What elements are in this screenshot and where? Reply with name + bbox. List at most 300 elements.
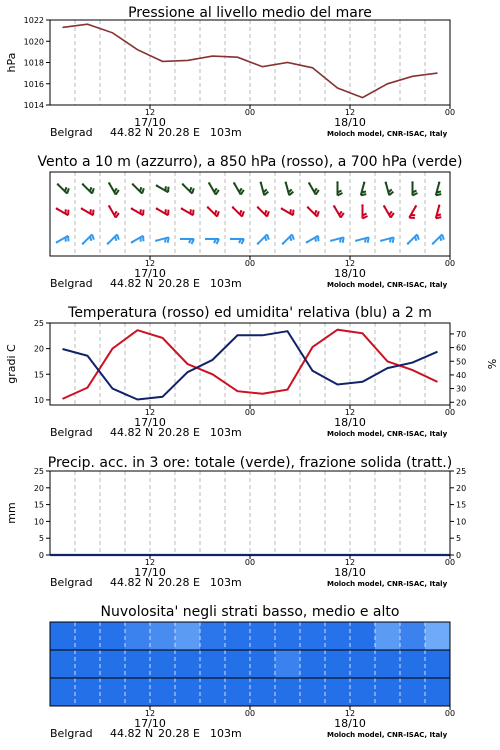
wind-barb-tip — [438, 182, 440, 184]
cloud-cell — [225, 622, 251, 650]
y-axis-label: hPa — [5, 52, 18, 73]
wind-barb — [436, 182, 441, 196]
wind-barb-feather — [190, 187, 191, 191]
location-alt: 103m — [210, 576, 242, 589]
wind-barb-shaft — [261, 183, 264, 196]
cloud-cell — [100, 650, 126, 678]
cloud-cell — [375, 678, 401, 706]
wind-barb-feather — [117, 234, 119, 239]
wind-barb-tip — [182, 183, 184, 185]
wind-barb-feather — [415, 237, 416, 241]
wind-barb-shaft — [286, 183, 289, 196]
y-tick-label: 10 — [33, 395, 44, 405]
wind-barb-feather — [265, 210, 266, 214]
cloud-cell — [350, 622, 376, 650]
cloud-cell — [200, 622, 226, 650]
cloud-cell — [275, 650, 301, 678]
x-tick-label: 00 — [444, 108, 456, 117]
wind-barb — [155, 237, 169, 242]
location-name: Belgrad — [50, 727, 93, 740]
x-date-label: 18/10 — [334, 416, 366, 429]
y-tick-label: 50 — [456, 357, 467, 367]
wind-barb-tip — [131, 241, 133, 243]
wind-barb — [333, 205, 344, 217]
cloud-cell — [375, 650, 401, 678]
x-tick-label: 00 — [444, 558, 456, 567]
cloud-cell — [75, 678, 101, 706]
y-tick-label: 15 — [33, 370, 44, 380]
model-credit: Moloch model, CNR-ISAC, Italy — [327, 580, 448, 588]
wind-barb-feather — [65, 187, 66, 191]
location-lat: 44.82 N — [110, 126, 154, 139]
wind-barb-tip — [131, 208, 133, 210]
x-tick-label: 12 — [144, 259, 156, 268]
y-tick-label: 40 — [456, 370, 467, 380]
y-tick-label: 15 — [456, 500, 467, 510]
wind-barb-tip — [156, 185, 158, 187]
chart-title: Precip. acc. in 3 ore: totale (verde), frazione solida (tratt.) — [47, 455, 453, 471]
cloud-cell — [350, 678, 376, 706]
wind-barb-feather — [92, 234, 94, 239]
wind-barb-feather — [368, 237, 369, 242]
wind-barb — [285, 182, 294, 196]
wind-barb — [436, 205, 441, 219]
wind-barb — [361, 204, 367, 218]
wind-barb — [82, 183, 94, 193]
wind-barb-feather — [361, 194, 366, 195]
y-tick-label: 1016 — [23, 79, 44, 89]
wind-barb-feather — [442, 234, 444, 239]
wind-barb-tip — [308, 182, 310, 184]
cloud-cell — [300, 678, 326, 706]
x-tick-label: 12 — [144, 558, 156, 567]
wind-barb — [233, 182, 244, 194]
wind-barb — [56, 236, 69, 244]
cloud-cell — [200, 678, 226, 706]
cloud-cell — [325, 622, 351, 650]
wind-barb-tip — [81, 208, 83, 210]
x-tick-label: 12 — [344, 259, 356, 268]
cloud-cell — [150, 622, 176, 650]
wind-barb-tip — [57, 183, 59, 185]
wind-barb — [282, 234, 294, 244]
cloud-cell — [325, 678, 351, 706]
wind-barb-tip — [257, 206, 259, 208]
wind-barb-tip — [230, 238, 232, 240]
wind-barb — [131, 208, 144, 216]
y-tick-label: 10 — [456, 517, 467, 527]
wind-barb-feather — [240, 210, 241, 214]
x-date-label: 17/10 — [134, 267, 166, 280]
wind-barb-tip — [155, 239, 157, 241]
location-name: Belgrad — [50, 576, 93, 589]
wind-barb-feather — [365, 238, 366, 242]
wind-barb-feather — [436, 217, 441, 218]
wind-barb — [205, 238, 219, 244]
wind-barb-feather — [114, 211, 116, 215]
location-alt: 103m — [210, 727, 242, 740]
wind-barb — [407, 234, 419, 244]
cloud-cell — [200, 650, 226, 678]
wind-barb — [257, 234, 269, 244]
y-tick-label: 30 — [456, 384, 467, 394]
wind-barb — [281, 208, 294, 216]
wind-barb-shaft — [309, 183, 316, 194]
wind-barb-shaft — [334, 206, 341, 217]
x-date-label: 17/10 — [134, 116, 166, 129]
x-tick-label: 00 — [244, 558, 256, 567]
wind-barb-shaft — [381, 237, 394, 240]
wind-barb-shaft — [234, 183, 241, 194]
wind-barb-feather — [440, 237, 441, 241]
wind-barb — [385, 182, 394, 196]
x-date-label: 17/10 — [134, 416, 166, 429]
y-tick-label: 20 — [33, 344, 44, 354]
y-tick-label: 5 — [456, 534, 462, 544]
location-lat: 44.82 N — [110, 727, 154, 740]
wind-barb-feather — [390, 238, 391, 242]
cloud-cell — [50, 622, 76, 650]
wind-barb-shaft — [436, 206, 439, 219]
wind-barb-feather — [265, 237, 266, 241]
wind-barb-tip — [156, 208, 158, 210]
cloud-cell — [175, 678, 201, 706]
y-tick-label: 25 — [33, 467, 44, 476]
wind-barb-tip — [260, 182, 262, 184]
location-lat: 44.82 N — [110, 576, 154, 589]
wind-barb — [330, 237, 344, 242]
model-credit: Moloch model, CNR-ISAC, Italy — [327, 430, 448, 438]
cloud-cell — [125, 622, 151, 650]
wind-barb-feather — [239, 188, 241, 192]
wind-barb — [380, 237, 394, 242]
wind-barb — [132, 183, 144, 193]
location-name: Belgrad — [50, 426, 93, 439]
y-tick-label: 5 — [38, 534, 44, 544]
wind-barb — [156, 208, 169, 216]
wind-barb — [432, 234, 444, 244]
wind-barb-tip — [181, 208, 183, 210]
wind-barb — [409, 205, 417, 218]
wind-barb-feather — [263, 189, 266, 192]
y-tick-label: 15 — [33, 500, 44, 510]
wind-barb — [131, 236, 144, 244]
vertical-grid-1 — [75, 172, 425, 256]
y-tick-label: 0 — [38, 551, 44, 560]
cloud-cell — [425, 650, 451, 678]
vertical-grid-3 — [75, 471, 425, 555]
wind-barb — [108, 182, 119, 194]
wind-barb-shaft — [156, 237, 169, 240]
wind-barb-feather — [192, 188, 194, 193]
wind-barb — [260, 182, 269, 196]
wind-barb — [56, 208, 69, 216]
wind-barb-feather — [67, 188, 69, 193]
cloud-cell — [50, 650, 76, 678]
wind-barb-tip — [336, 181, 338, 183]
wind-barb-tip — [361, 204, 363, 206]
wind-barb-tip — [330, 239, 332, 241]
x-tick-label: 12 — [144, 408, 156, 417]
cloud-cell — [275, 622, 301, 650]
wind-barb-feather — [217, 211, 219, 216]
location-lon: 20.28 E — [158, 126, 200, 139]
cloud-cell — [250, 650, 276, 678]
x-tick-label: 00 — [244, 408, 256, 417]
wind-barb — [156, 185, 169, 193]
cloud-cell — [400, 650, 426, 678]
x-tick-label: 00 — [244, 709, 256, 718]
wind-barb-feather — [142, 188, 144, 193]
wind-barb — [81, 208, 94, 216]
y-tick-label: 70 — [456, 329, 467, 339]
x-tick-label: 12 — [344, 108, 356, 117]
wind-barb-feather — [92, 188, 94, 193]
wind-barb-feather — [437, 191, 441, 192]
wind-barb-feather — [288, 189, 291, 192]
wind-barb — [232, 206, 244, 216]
cloud-cell — [400, 678, 426, 706]
cloud-cell — [75, 622, 101, 650]
cloud-cell — [125, 678, 151, 706]
cloud-cell — [150, 650, 176, 678]
cloud-cell — [100, 678, 126, 706]
y-tick-label: 10 — [33, 517, 44, 527]
wind-barb-tip — [281, 208, 283, 210]
wind-barb-tip — [107, 242, 109, 244]
wind-barb-feather — [417, 234, 419, 239]
wind-barb-tip — [132, 183, 134, 185]
wind-barb-feather — [90, 187, 91, 191]
wind-barb — [230, 238, 244, 244]
wind-barb — [181, 208, 194, 216]
wind-barb-tip — [56, 208, 58, 210]
x-tick-label: 12 — [144, 108, 156, 117]
wind-barb-tip — [56, 241, 58, 243]
cloud-cell — [325, 650, 351, 678]
wind-barb-feather — [362, 191, 366, 192]
x-date-label: 18/10 — [334, 566, 366, 579]
wind-barb — [336, 181, 342, 195]
wind-barb — [208, 182, 219, 194]
wind-barb-feather — [90, 237, 91, 241]
cloud-cell — [250, 678, 276, 706]
cloud-cell — [175, 622, 201, 650]
location-lon: 20.28 E — [158, 576, 200, 589]
wind-barb-tip — [355, 239, 357, 241]
wind-barb-feather — [115, 237, 116, 241]
wind-barb — [411, 181, 417, 195]
location-lat: 44.82 N — [110, 277, 154, 290]
x-date-label: 17/10 — [134, 717, 166, 730]
wind-barb-feather — [436, 194, 441, 195]
wind-barb — [207, 206, 219, 216]
y-tick-label: 60 — [456, 343, 467, 353]
wind-barb-shaft — [109, 183, 116, 194]
y-tick-label: 20 — [456, 483, 467, 493]
wind-barb — [57, 183, 69, 193]
y-axis-label: gradi C — [5, 344, 18, 384]
wind-barb-tip — [407, 242, 409, 244]
wind-barb-shaft — [436, 183, 439, 196]
wind-barb-feather — [140, 187, 141, 191]
model-credit: Moloch model, CNR-ISAC, Italy — [327, 130, 448, 138]
y-tick-label: 20 — [456, 398, 467, 408]
location-alt: 103m — [210, 126, 242, 139]
wind-barb — [257, 206, 269, 216]
cloud-cell — [50, 678, 76, 706]
cloud-cell — [300, 650, 326, 678]
wind-barb-tip — [285, 182, 287, 184]
y-tick-label: 1014 — [23, 101, 44, 110]
wind-barb-feather — [389, 211, 391, 215]
wind-barb-feather — [290, 237, 291, 241]
wind-barb-shaft — [331, 237, 344, 240]
model-credit: Moloch model, CNR-ISAC, Italy — [327, 281, 448, 289]
cloud-cell — [150, 678, 176, 706]
wind-barb-feather — [314, 188, 316, 192]
wind-barb-tip — [232, 206, 234, 208]
x-tick-label: 12 — [344, 408, 356, 417]
y-axis-label-right: % — [485, 358, 498, 370]
cloud-cell — [125, 650, 151, 678]
y-tick-label: 0 — [456, 551, 462, 560]
wind-barb-tip — [208, 182, 210, 184]
y-tick-label: 1020 — [23, 37, 44, 47]
y-tick-label: 1022 — [23, 16, 44, 25]
wind-barb-tip — [383, 205, 385, 207]
location-lat: 44.82 N — [110, 426, 154, 439]
location-alt: 103m — [210, 277, 242, 290]
wind-barb-tip — [233, 182, 235, 184]
wind-barb-tip — [411, 181, 413, 183]
wind-barb-feather — [339, 211, 341, 215]
cloud-cell — [250, 622, 276, 650]
wind-barb — [361, 182, 366, 196]
y-tick-label: 1018 — [23, 58, 44, 68]
wind-barb-feather — [267, 211, 269, 216]
wind-barb-feather — [114, 188, 116, 192]
x-tick-label: 12 — [344, 558, 356, 567]
wind-barb-tip — [363, 182, 365, 184]
y-axis-label: mm — [5, 502, 18, 524]
wind-barb-shaft — [356, 237, 369, 240]
cloud-cell — [175, 650, 201, 678]
x-date-label: 18/10 — [334, 116, 366, 129]
wind-barb-feather — [168, 237, 169, 242]
wind-barb-tip — [207, 206, 209, 208]
wind-barb-tip — [306, 241, 308, 243]
wind-barb-shaft — [384, 206, 391, 217]
wind-barb-tip — [82, 242, 84, 244]
wind-barb-tip — [380, 239, 382, 241]
wind-barb-feather — [242, 211, 244, 216]
wind-barb — [107, 234, 119, 244]
wind-barb-feather — [343, 237, 344, 242]
wind-barb — [182, 183, 194, 193]
x-date-label: 18/10 — [334, 267, 366, 280]
wind-barb — [180, 238, 194, 244]
wind-barb-tip — [257, 242, 259, 244]
location-alt: 103m — [210, 426, 242, 439]
cloud-cell — [225, 678, 251, 706]
chart-title: Pressione al livello medio del mare — [128, 5, 372, 21]
wind-barb-tip — [415, 205, 417, 207]
wind-barb-feather — [315, 210, 316, 214]
wind-barb-feather — [393, 237, 394, 242]
cloud-cell — [350, 650, 376, 678]
x-tick-label: 00 — [444, 709, 456, 718]
x-date-label: 17/10 — [134, 566, 166, 579]
wind-barb-tip — [108, 205, 110, 207]
wind-barb-feather — [165, 238, 166, 242]
wind-barb-shaft — [109, 206, 116, 217]
chart-title: Temperatura (rosso) ed umidita' relativa (blu) a 2 m — [68, 305, 432, 321]
wind-barb — [306, 236, 319, 244]
cloud-cell — [275, 678, 301, 706]
y-tick-label: 25 — [33, 319, 44, 328]
wind-barb-feather — [340, 238, 341, 242]
cloud-cell — [425, 678, 451, 706]
wind-barb-feather — [317, 211, 319, 216]
location-name: Belgrad — [50, 277, 93, 290]
wind-barb-feather — [215, 210, 216, 214]
cloud-cell — [75, 650, 101, 678]
cloud-cell — [100, 622, 126, 650]
x-tick-label: 12 — [344, 709, 356, 718]
x-date-label: 18/10 — [334, 717, 366, 730]
cloud-cell — [375, 622, 401, 650]
x-tick-label: 00 — [244, 259, 256, 268]
wind-barb-tip — [438, 205, 440, 207]
wind-barb-tip — [205, 238, 207, 240]
wind-barb-feather — [437, 214, 441, 215]
location-lon: 20.28 E — [158, 727, 200, 740]
wind-barb-tip — [432, 242, 434, 244]
wind-barb-feather — [267, 234, 269, 239]
wind-barb-shaft — [209, 183, 216, 194]
wind-barb-tip — [180, 238, 182, 240]
cloud-cell — [400, 622, 426, 650]
wind-barb — [108, 205, 119, 217]
location-name: Belgrad — [50, 126, 93, 139]
x-tick-label: 00 — [444, 408, 456, 417]
wind-barb-feather — [292, 234, 294, 239]
wind-barb-shaft — [386, 183, 389, 196]
wind-barb-feather — [214, 188, 216, 192]
y-tick-label: 25 — [456, 467, 467, 476]
chart-title: Vento a 10 m (azzurro), a 850 hPa (rosso), a 700 hPa (verde) — [37, 154, 463, 170]
y-tick-label: 20 — [33, 483, 44, 493]
model-credit: Moloch model, CNR-ISAC, Italy — [327, 731, 448, 739]
x-tick-label: 12 — [144, 709, 156, 718]
wind-barb — [82, 234, 94, 244]
wind-barb-tip — [385, 182, 387, 184]
wind-barb-feather — [388, 189, 391, 192]
x-tick-label: 00 — [444, 259, 456, 268]
chart-title: Nuvolosita' negli strati basso, medio e alto — [100, 604, 400, 620]
x-tick-label: 00 — [244, 108, 256, 117]
wind-barb-tip — [333, 205, 335, 207]
wind-barb — [307, 206, 319, 216]
wind-barb-tip — [307, 206, 309, 208]
cloud-cell — [300, 622, 326, 650]
wind-barb-tip — [282, 242, 284, 244]
wind-barb-tip — [108, 182, 110, 184]
wind-barb-shaft — [361, 183, 364, 196]
location-lon: 20.28 E — [158, 277, 200, 290]
wind-barb-tip — [82, 183, 84, 185]
